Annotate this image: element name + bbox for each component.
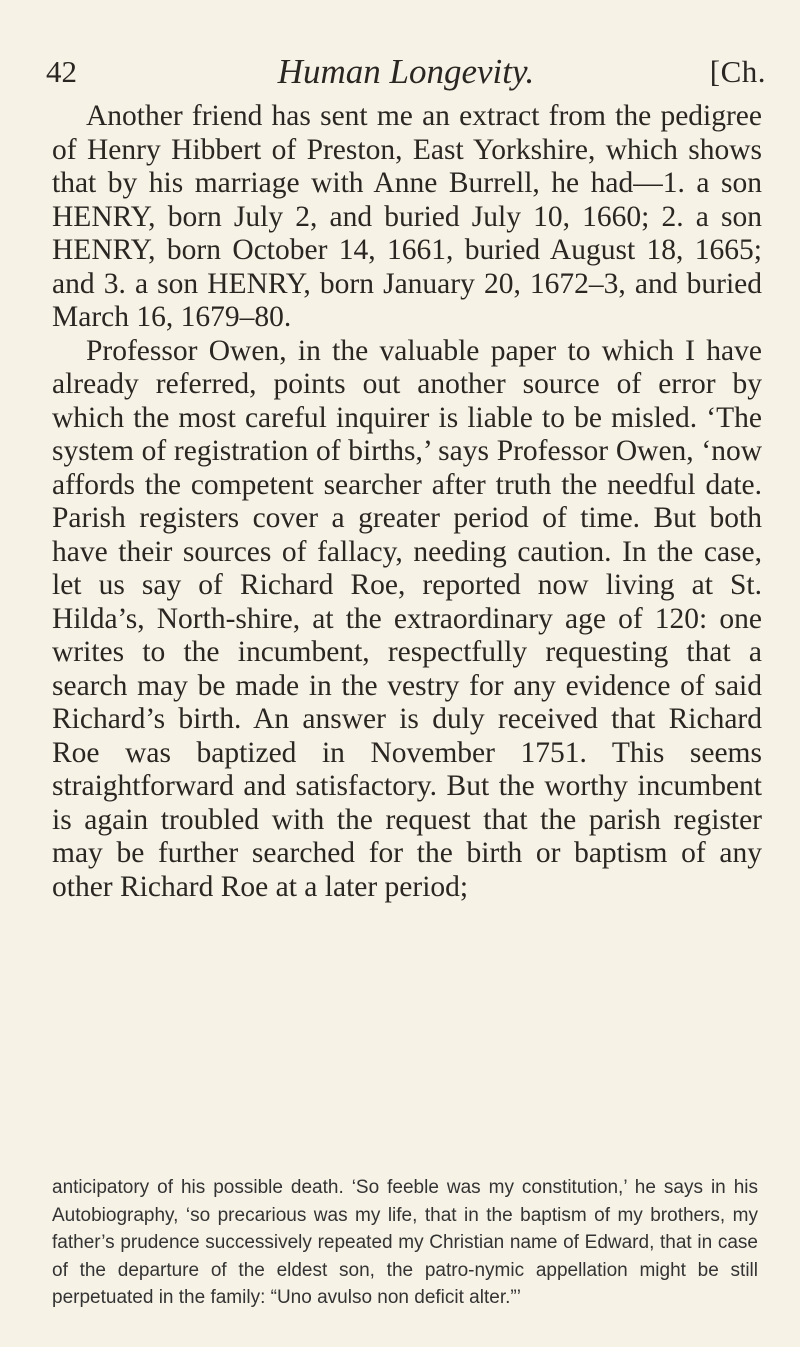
page-number: 42	[46, 54, 77, 89]
footnote-text: anticipatory of his possible death. ‘So feeble was my constitution,’ he says in his Autobiography, ‘so precarious was my life, that in the baptism of my brothers, my father’s prudence successively repeated my Christian name of Edward, that in case of the departure of the eldest son, the patro-nymic appellation might be still perpetuated in the family: “Uno avulso non deficit alter.”’	[52, 1177, 758, 1308]
running-title: Human Longevity.	[277, 52, 535, 91]
footnote	[52, 1174, 758, 1312]
paragraph-professor-owen: Professor Owen, in the valuable paper to which I have already referred, points out another source of error by which the most careful inquirer is liable to be misled. ‘The system of registration of births,’ says Professor Owen, ‘now affords the competent searcher after truth the needful date. Parish registers cover a greater period of time. But both have their sources of fallacy, needing caution. In the case, let us say of Richard Roe, reported now living at St. Hilda’s, North-shire, at the extraordinary age of 120: one writes to the incumbent, respectfully requesting that a search may be made in the vestry for any evidence of said Richard’s birth. An answer is duly received that Richard Roe was baptized in November 1751. This seems straightforward and satisfactory. But the worthy incumbent is again troubled with the request that the parish register may be further searched for the birth or baptism of any other Richard Roe at a later period;	[52, 334, 762, 903]
paragraph-hibbert-pedigree: Another friend has sent me an extract from the pedigree of Henry Hibbert of Preston, East Yorkshire, which shows that by his marriage with Anne Burrell, he had—1. a son HENRY, born July 2, and buried July 10, 1660; 2. a son HENRY, born October 14, 1661, buried August 18, 1665; and 3. a son HENRY, born January 20, 1672–3, and buried March 16, 1679–80.	[52, 100, 762, 333]
body-text	[52, 100, 762, 904]
chapter-mark: [Ch.	[709, 54, 766, 89]
running-head	[46, 52, 766, 92]
